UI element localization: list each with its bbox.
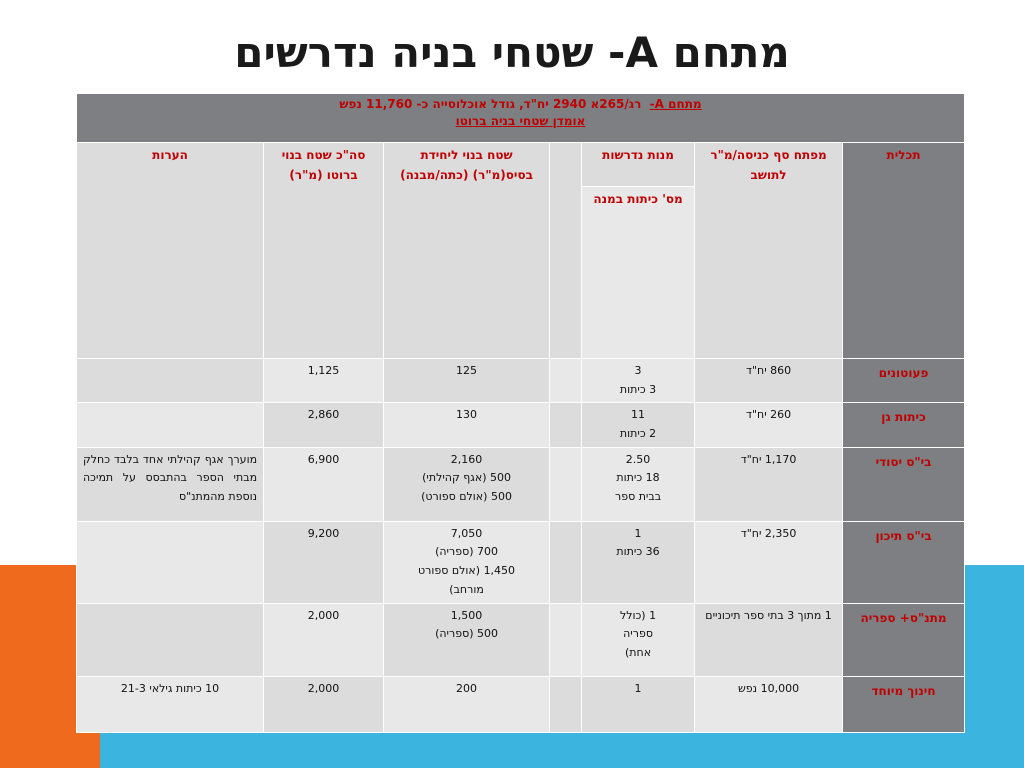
row-units-line: בבית ספר <box>614 490 662 504</box>
row-label-community-center-library: מתנ"ס+ ספריה <box>843 603 965 676</box>
row-area-line: 500 (אגף קהילתי) <box>422 471 511 485</box>
row-area-line: 1,500 <box>450 608 483 622</box>
row-label-toddlers: פעוטונים <box>843 359 965 403</box>
row-empty-cell <box>550 447 582 521</box>
row-total: 1,125 <box>264 359 384 403</box>
row-area-line: 500 (אולם ספורט) <box>421 490 512 504</box>
row-area <box>384 603 550 676</box>
row-total: 2,000 <box>264 676 384 732</box>
row-key: 260 יח"ד <box>695 403 843 447</box>
row-empty-cell <box>550 403 582 447</box>
col-header-purpose: תכלית <box>843 143 965 359</box>
row-label-high-school: בי"ס תיכון <box>843 521 965 603</box>
row-area-line: 200 <box>456 681 478 695</box>
row-units-line: 18 כיתות <box>616 471 660 485</box>
row-units <box>582 403 695 447</box>
row-units <box>582 521 695 603</box>
row-units <box>582 603 695 676</box>
row-empty-cell <box>550 676 582 732</box>
header-line-2: אומדן שטחי בניה ברוטו <box>455 114 586 128</box>
row-area <box>384 403 550 447</box>
col-header-area-per-unit: שטח בנוי ליחידת בסיס(מ"ר) (כתה/מבנה) <box>384 143 550 359</box>
row-total: 9,200 <box>264 521 384 603</box>
row-notes <box>77 521 264 603</box>
row-total: 2,860 <box>264 403 384 447</box>
row-label-kindergarten: כיתות גן <box>843 403 965 447</box>
row-total: 2,000 <box>264 603 384 676</box>
row-units-line: אחת) <box>625 645 652 659</box>
row-units-line: 36 כיתות <box>616 545 660 559</box>
row-area <box>384 359 550 403</box>
col-header-notes: הערות <box>77 143 264 359</box>
col-header-empty <box>550 143 582 359</box>
row-area-line: 500 (ספריה) <box>435 627 499 641</box>
row-units-line: 3 <box>634 364 642 377</box>
row-key: 10,000 נפש <box>695 676 843 732</box>
row-notes <box>77 403 264 447</box>
col-header-units-required: מנות נדרשות <box>582 143 695 187</box>
row-area <box>384 676 550 732</box>
row-empty-cell <box>550 359 582 403</box>
slide-title: מתחם A- שטחי בניה נדרשים <box>234 28 790 77</box>
row-area-line: 2,160 <box>450 452 483 466</box>
row-key: 2,350 יח"ד <box>695 521 843 603</box>
row-notes <box>77 603 264 676</box>
table-header-banner <box>77 94 965 143</box>
row-units <box>582 359 695 403</box>
row-units-line: 1 (כולל <box>619 608 657 622</box>
building-areas-table <box>76 93 965 733</box>
row-notes: 10 כיתות גילאי 21-3 <box>77 676 264 732</box>
row-units-line: 1 <box>634 526 642 540</box>
row-label-special-education: חינוך מיוחד <box>843 676 965 732</box>
row-key: 1 מתוך 3 בתי ספר תיכוניים <box>695 603 843 676</box>
row-units-line: 11 <box>631 408 646 422</box>
row-total: 6,900 <box>264 447 384 521</box>
row-label-elementary: בי"ס יסודי <box>843 447 965 521</box>
row-empty-cell <box>550 603 582 676</box>
row-area-line: 125 <box>456 364 478 377</box>
col-header-total-area: סה"כ שטח בנוי ברוטו (מ"ר) <box>264 143 384 359</box>
row-notes: מוערך אגף קהילתי אחד בלבד כחלק מבתי הספר בהתבסס על תמיכה נוספת מהמתנ"ס <box>77 447 264 521</box>
row-area-line: מורחב) <box>449 582 484 596</box>
col-header-key: מפתח סף כניסה/מ"ר לתושב <box>695 143 843 359</box>
row-area-line: 700 (ספריה) <box>435 545 499 559</box>
row-units <box>582 676 695 732</box>
row-notes <box>77 359 264 403</box>
row-area-line: 7,050 <box>450 526 483 540</box>
row-area-line: 1,450 (אולם ספורט <box>418 564 516 578</box>
header-line-1-prefix: מתחם A- <box>649 97 702 111</box>
row-area <box>384 447 550 521</box>
row-units-line: 3 כיתות <box>619 382 657 396</box>
row-empty-cell <box>550 521 582 603</box>
col-header-num-classes: מס' כיתות במנה <box>582 187 695 359</box>
row-units-line: ספריה <box>623 627 653 641</box>
row-area-line: 130 <box>456 408 478 422</box>
row-key: 860 יח"ד <box>695 359 843 403</box>
header-line-1-rest: רג/265א 2940 יח"ד, גודל אוכלוסייה כ- 11,760 נפש <box>339 97 642 111</box>
row-units-line: 2 כיתות <box>619 427 657 441</box>
row-units-line: 1 <box>634 681 642 695</box>
row-key: 1,170 יח"ד <box>695 447 843 521</box>
row-units <box>582 447 695 521</box>
header-line-1 <box>83 97 958 111</box>
row-units-line: 2.50 <box>625 452 651 466</box>
row-area <box>384 521 550 603</box>
